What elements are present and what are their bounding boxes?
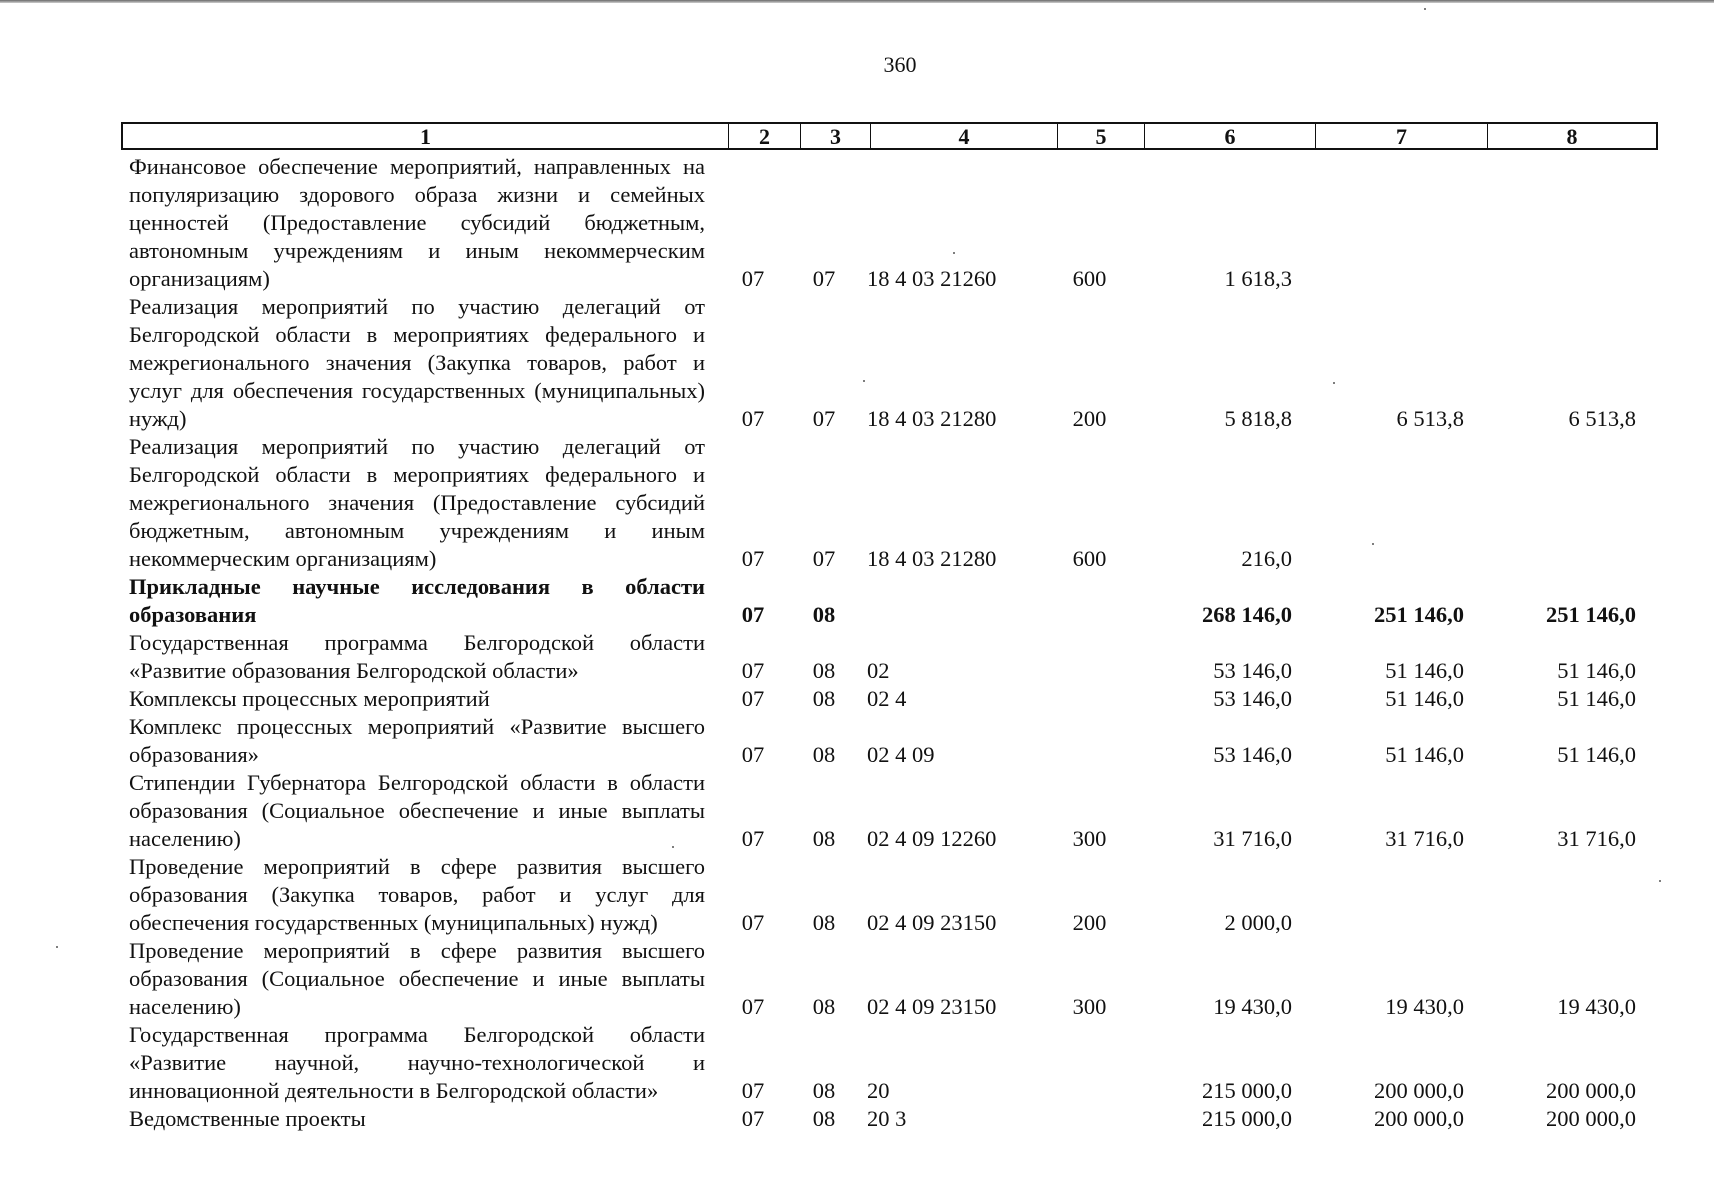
row-col-3: 08 xyxy=(812,994,836,1019)
row-col-7: 200 000,0 xyxy=(1374,1106,1464,1131)
table-row xyxy=(121,685,1658,713)
row-col-6: 215 000,0 xyxy=(1202,1106,1292,1131)
row-col-7: 51 146,0 xyxy=(1385,658,1464,683)
row-name: Проведение мероприятий в сфере развития высшего образования (Закупка товаров, работ и услуг для обеспечения государственных (муниципальных) нужд) xyxy=(129,854,705,935)
scan-speck xyxy=(1659,880,1661,882)
table-row xyxy=(121,1105,1658,1133)
row-name: Проведение мероприятий в сфере развития высшего образования (Социальное обеспечение и иные выплаты населению) xyxy=(129,938,705,1019)
header-col-2: 2 xyxy=(729,124,801,148)
row-col-6: 268 146,0 xyxy=(1202,602,1292,627)
row-col-7: 251 146,0 xyxy=(1374,602,1464,627)
row-col-4: 02 4 xyxy=(867,686,907,711)
row-name: Комплекс процессных мероприятий «Развитие высшего образования» xyxy=(129,714,705,767)
row-col-3: 08 xyxy=(812,826,836,851)
row-col-2: 07 xyxy=(741,266,765,291)
row-col-2: 07 xyxy=(741,602,765,627)
row-col-2: 07 xyxy=(741,1078,765,1103)
row-col-5: 300 xyxy=(1072,826,1107,851)
row-col-8: 51 146,0 xyxy=(1557,686,1636,711)
table-row xyxy=(121,937,1658,1021)
row-col-4: 02 xyxy=(867,658,890,683)
row-col-2: 07 xyxy=(741,686,765,711)
row-col-6: 53 146,0 xyxy=(1213,742,1292,767)
scan-top-edge xyxy=(0,0,1714,3)
row-col-3: 08 xyxy=(812,1106,836,1131)
table-body xyxy=(121,153,1658,1133)
row-name: Реализация мероприятий по участию делегаций от Белгородской области в мероприятиях федерального и межрегионального значения (Закупка товаров, работ и услуг для обеспечения государственных (муниципальных) нужд) xyxy=(129,294,705,431)
row-col-2: 07 xyxy=(741,742,765,767)
row-col-4: 02 4 09 23150 xyxy=(867,994,997,1019)
row-col-2: 07 xyxy=(741,910,765,935)
header-col-6: 6 xyxy=(1145,124,1316,148)
row-col-5: 200 xyxy=(1072,910,1107,935)
row-col-2: 07 xyxy=(741,658,765,683)
row-col-3: 08 xyxy=(812,1078,836,1103)
row-col-4: 20 xyxy=(867,1078,890,1103)
table-row xyxy=(121,573,1658,629)
table-header xyxy=(121,122,1658,150)
table-row xyxy=(121,769,1658,853)
row-col-3: 08 xyxy=(812,742,836,767)
scan-speck xyxy=(672,846,674,848)
row-col-8: 200 000,0 xyxy=(1546,1078,1636,1103)
header-col-3: 3 xyxy=(801,124,871,148)
header-col-4: 4 xyxy=(871,124,1058,148)
scan-speck xyxy=(56,946,58,948)
row-col-6: 19 430,0 xyxy=(1213,994,1292,1019)
row-col-3: 08 xyxy=(812,910,836,935)
row-col-4: 02 4 09 23150 xyxy=(867,910,997,935)
row-name: Финансовое обеспечение мероприятий, направленных на популяризацию здорового образа жизни и семейных ценностей (Предоставление субсидий бюджетным, автономным учреждениям и иным некоммерческим организациям) xyxy=(129,154,705,291)
row-col-8: 6 513,8 xyxy=(1568,406,1636,431)
scan-speck xyxy=(1424,8,1426,10)
row-col-6: 216,0 xyxy=(1241,546,1292,571)
row-col-6: 2 000,0 xyxy=(1224,910,1292,935)
page-number: 360 xyxy=(883,52,917,77)
row-col-8: 251 146,0 xyxy=(1546,602,1636,627)
table-row xyxy=(121,153,1658,293)
row-col-7: 31 716,0 xyxy=(1385,826,1464,851)
row-col-3: 07 xyxy=(812,266,836,291)
row-name: Государственная программа Белгородской области «Развитие научной, научно-технологической и инновационной деятельности в Белгородской области» xyxy=(129,1022,705,1103)
row-col-5: 300 xyxy=(1072,994,1107,1019)
row-name: Стипендии Губернатора Белгородской области в области образования (Социальное обеспечение и иные выплаты населению) xyxy=(129,770,705,851)
scan-speck xyxy=(863,380,865,382)
row-col-7: 200 000,0 xyxy=(1374,1078,1464,1103)
row-col-6: 53 146,0 xyxy=(1213,658,1292,683)
row-col-6: 31 716,0 xyxy=(1213,826,1292,851)
row-col-4: 18 4 03 21280 xyxy=(867,406,997,431)
row-name: Ведомственные проекты xyxy=(129,1106,366,1131)
row-col-6: 5 818,8 xyxy=(1224,406,1292,431)
row-col-4: 18 4 03 21260 xyxy=(867,266,997,291)
row-col-2: 07 xyxy=(741,406,765,431)
row-col-3: 08 xyxy=(812,658,836,683)
row-col-3: 08 xyxy=(812,602,836,627)
row-col-2: 07 xyxy=(741,546,765,571)
header-col-8: 8 xyxy=(1566,124,1578,149)
row-col-7: 19 430,0 xyxy=(1385,994,1464,1019)
row-col-5: 200 xyxy=(1072,406,1107,431)
row-col-7: 51 146,0 xyxy=(1385,742,1464,767)
table-row xyxy=(121,713,1658,769)
table-row xyxy=(121,1021,1658,1105)
header-col-1: 1 xyxy=(123,124,729,148)
row-col-3: 07 xyxy=(812,546,836,571)
scan-speck xyxy=(1372,543,1374,545)
scan-speck xyxy=(1333,382,1335,384)
row-col-6: 53 146,0 xyxy=(1213,686,1292,711)
header-col-5: 5 xyxy=(1058,124,1145,148)
table-row xyxy=(121,293,1658,433)
table-row xyxy=(121,433,1658,573)
row-col-2: 07 xyxy=(741,826,765,851)
row-col-5: 600 xyxy=(1072,546,1107,571)
row-col-7: 6 513,8 xyxy=(1396,406,1464,431)
row-name: Реализация мероприятий по участию делегаций от Белгородской области в мероприятиях федерального и межрегионального значения (Предоставление субсидий бюджетным, автономным учреждениям и иным некоммерческим организациям) xyxy=(129,434,705,571)
row-col-8: 19 430,0 xyxy=(1557,994,1636,1019)
row-col-2: 07 xyxy=(741,994,765,1019)
row-col-4: 18 4 03 21280 xyxy=(867,546,997,571)
header-col-7: 7 xyxy=(1316,124,1488,148)
row-name: Комплексы процессных мероприятий xyxy=(129,686,490,711)
row-col-4: 02 4 09 xyxy=(867,742,935,767)
row-col-7: 51 146,0 xyxy=(1385,686,1464,711)
row-col-8: 31 716,0 xyxy=(1557,826,1636,851)
row-name: Государственная программа Белгородской области «Развитие образования Белгородской области» xyxy=(129,630,705,683)
row-col-4: 20 3 xyxy=(867,1106,907,1131)
row-col-6: 1 618,3 xyxy=(1224,266,1292,291)
table-row xyxy=(121,629,1658,685)
row-col-8: 200 000,0 xyxy=(1546,1106,1636,1131)
row-name: Прикладные научные исследования в области образования xyxy=(129,574,705,627)
row-col-8: 51 146,0 xyxy=(1557,742,1636,767)
scan-speck xyxy=(953,252,955,254)
row-col-4: 02 4 09 12260 xyxy=(867,826,997,851)
row-col-5: 600 xyxy=(1072,266,1107,291)
row-col-6: 215 000,0 xyxy=(1202,1078,1292,1103)
row-col-3: 07 xyxy=(812,406,836,431)
row-col-2: 07 xyxy=(741,1106,765,1131)
row-col-8: 51 146,0 xyxy=(1557,658,1636,683)
row-col-3: 08 xyxy=(812,686,836,711)
table-row xyxy=(121,853,1658,937)
